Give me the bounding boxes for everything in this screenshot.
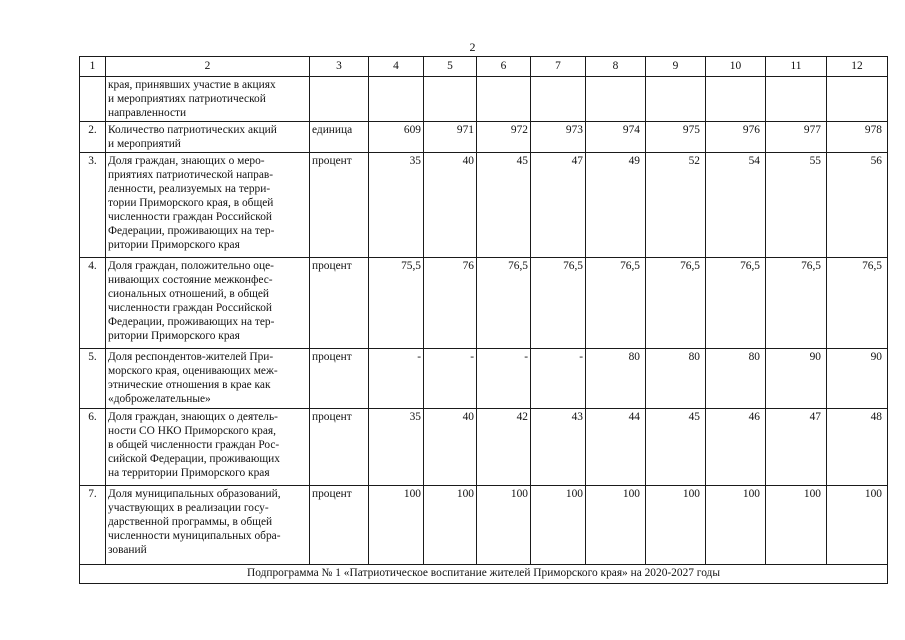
indicator-name-line: Доля граждан, положительно оце- <box>108 260 274 272</box>
row-number <box>80 77 106 122</box>
value-cell: 977 <box>766 122 827 153</box>
value-cell: 45 <box>477 153 531 258</box>
unit-cell: процент <box>310 153 369 258</box>
indicator-name <box>106 349 310 409</box>
value-cell <box>531 77 586 122</box>
value-cell: 49 <box>586 153 646 258</box>
unit-cell: процент <box>310 258 369 349</box>
indicator-name-line: ритории Приморского края <box>108 239 240 251</box>
indicator-name-line: нивающих состояние межконфес- <box>108 274 273 286</box>
indicator-name-line: Федерации, проживающих на тер- <box>108 316 275 328</box>
value-cell: - <box>477 349 531 409</box>
value-cell: 100 <box>531 486 586 565</box>
indicator-name <box>106 486 310 565</box>
value-cell: 76,5 <box>766 258 827 349</box>
indicator-name-line: тории Приморского края, в общей <box>108 197 274 209</box>
value-cell: 974 <box>586 122 646 153</box>
value-cell: 973 <box>531 122 586 153</box>
column-header: 4 <box>369 57 424 77</box>
value-cell: 76,5 <box>531 258 586 349</box>
column-header: 12 <box>827 57 888 77</box>
indicator-name <box>106 77 310 122</box>
value-cell: 40 <box>424 409 477 486</box>
column-header: 9 <box>646 57 706 77</box>
value-cell: 35 <box>369 409 424 486</box>
value-cell: 76 <box>424 258 477 349</box>
value-cell: 80 <box>706 349 766 409</box>
value-cell <box>369 77 424 122</box>
indicator-name <box>106 409 310 486</box>
column-header: 3 <box>310 57 369 77</box>
table-row <box>80 77 888 122</box>
value-cell: 972 <box>477 122 531 153</box>
table-row <box>80 258 888 349</box>
indicator-name-line: сиональных отношений, в общей <box>108 288 270 300</box>
value-cell: 978 <box>827 122 888 153</box>
value-cell: 76,5 <box>706 258 766 349</box>
value-cell: 55 <box>766 153 827 258</box>
indicator-name-line: этнические отношения в крае как <box>108 379 271 391</box>
value-cell: 76,5 <box>646 258 706 349</box>
value-cell: 75,5 <box>369 258 424 349</box>
table-row <box>80 153 888 258</box>
indicator-name-line: Федерации, проживающих на тер- <box>108 225 275 237</box>
table-row <box>80 349 888 409</box>
value-cell: 46 <box>706 409 766 486</box>
column-header: 2 <box>106 57 310 77</box>
value-cell: 100 <box>424 486 477 565</box>
indicator-name <box>106 122 310 153</box>
value-cell <box>424 77 477 122</box>
indicator-name-line: дарственной программы, в общей <box>108 516 273 528</box>
value-cell: 975 <box>646 122 706 153</box>
row-number: 6. <box>80 409 106 486</box>
row-number: 7. <box>80 486 106 565</box>
column-header: 8 <box>586 57 646 77</box>
value-cell: 40 <box>424 153 477 258</box>
indicator-name-line: Доля граждан, знающих о меро- <box>108 155 265 167</box>
indicator-name-line: в общей численности граждан Рос- <box>108 439 280 451</box>
value-cell: 76,5 <box>477 258 531 349</box>
indicator-name-line: Доля граждан, знающих о деятель- <box>108 411 278 423</box>
value-cell: 100 <box>586 486 646 565</box>
value-cell: 35 <box>369 153 424 258</box>
column-header: 11 <box>766 57 827 77</box>
value-cell: 100 <box>369 486 424 565</box>
subprogram-title: Подпрограмма № 1 «Патриотическое воспитание жителей Приморского края» на 2020-2027 годы <box>80 565 888 584</box>
column-header: 1 <box>80 57 106 77</box>
indicator-name-line: Доля муниципальных образований, <box>108 488 281 500</box>
value-cell: 100 <box>706 486 766 565</box>
unit-cell <box>310 77 369 122</box>
indicator-name-line: направленности <box>108 107 187 119</box>
value-cell <box>477 77 531 122</box>
table-row <box>80 409 888 486</box>
value-cell: - <box>369 349 424 409</box>
value-cell: - <box>424 349 477 409</box>
value-cell: 54 <box>706 153 766 258</box>
value-cell: 100 <box>646 486 706 565</box>
value-cell <box>827 77 888 122</box>
row-number: 5. <box>80 349 106 409</box>
indicator-name-line: приятиях патриотической направ- <box>108 169 274 181</box>
indicator-name-line: Количество патриотических акций <box>108 124 277 136</box>
indicator-name-line: численности муниципальных обра- <box>108 530 281 542</box>
unit-cell: процент <box>310 349 369 409</box>
value-cell: 976 <box>706 122 766 153</box>
value-cell: 44 <box>586 409 646 486</box>
value-cell: 971 <box>424 122 477 153</box>
value-cell: 42 <box>477 409 531 486</box>
indicator-name-line: зований <box>108 544 147 556</box>
value-cell: 45 <box>646 409 706 486</box>
indicator-name-line: и мероприятий <box>108 138 181 150</box>
indicator-name <box>106 153 310 258</box>
indicator-name-line: Доля респондентов-жителей При- <box>108 351 274 363</box>
value-cell: 52 <box>646 153 706 258</box>
value-cell: 100 <box>477 486 531 565</box>
value-cell: 609 <box>369 122 424 153</box>
table-row <box>80 122 888 153</box>
subprogram-row <box>80 565 888 584</box>
value-cell: 76,5 <box>827 258 888 349</box>
value-cell <box>766 77 827 122</box>
table-row <box>80 486 888 565</box>
value-cell: 90 <box>766 349 827 409</box>
value-cell: - <box>531 349 586 409</box>
value-cell: 90 <box>827 349 888 409</box>
page-number: 2 <box>469 40 476 54</box>
column-header: 5 <box>424 57 477 77</box>
indicator-name-line: края, принявших участие в акциях <box>108 79 276 91</box>
value-cell: 80 <box>646 349 706 409</box>
value-cell: 76,5 <box>586 258 646 349</box>
indicator-name-line: ритории Приморского края <box>108 330 240 342</box>
value-cell: 100 <box>766 486 827 565</box>
value-cell: 56 <box>827 153 888 258</box>
indicator-name-line: морского края, оценивающих меж- <box>108 365 278 377</box>
value-cell: 47 <box>531 153 586 258</box>
indicator-name-line: сийской Федерации, проживающих <box>108 453 280 465</box>
column-header: 6 <box>477 57 531 77</box>
indicator-name-line: «доброжелательные» <box>108 393 211 405</box>
unit-cell: процент <box>310 486 369 565</box>
indicator-name-line: участвующих в реализации госу- <box>108 502 269 514</box>
indicator-name-line: и мероприятиях патриотической <box>108 93 266 105</box>
value-cell <box>586 77 646 122</box>
value-cell: 43 <box>531 409 586 486</box>
indicators-table <box>79 56 888 584</box>
indicator-name <box>106 258 310 349</box>
indicator-name-line: на территории Приморского края <box>108 467 270 479</box>
unit-cell: процент <box>310 409 369 486</box>
value-cell <box>706 77 766 122</box>
indicator-name-line: ленности, реализуемых на терри- <box>108 183 271 195</box>
row-number: 3. <box>80 153 106 258</box>
column-header: 7 <box>531 57 586 77</box>
indicator-name-line: численности граждан Российской <box>108 211 272 223</box>
unit-cell: единица <box>310 122 369 153</box>
indicator-name-line: ности СО НКО Приморского края, <box>108 425 276 437</box>
value-cell: 80 <box>586 349 646 409</box>
table-header-row <box>80 57 888 77</box>
value-cell <box>646 77 706 122</box>
value-cell: 47 <box>766 409 827 486</box>
value-cell: 100 <box>827 486 888 565</box>
column-header: 10 <box>706 57 766 77</box>
table-body <box>80 57 888 584</box>
value-cell: 48 <box>827 409 888 486</box>
row-number: 4. <box>80 258 106 349</box>
indicator-name-line: численности граждан Российской <box>108 302 272 314</box>
row-number: 2. <box>80 122 106 153</box>
